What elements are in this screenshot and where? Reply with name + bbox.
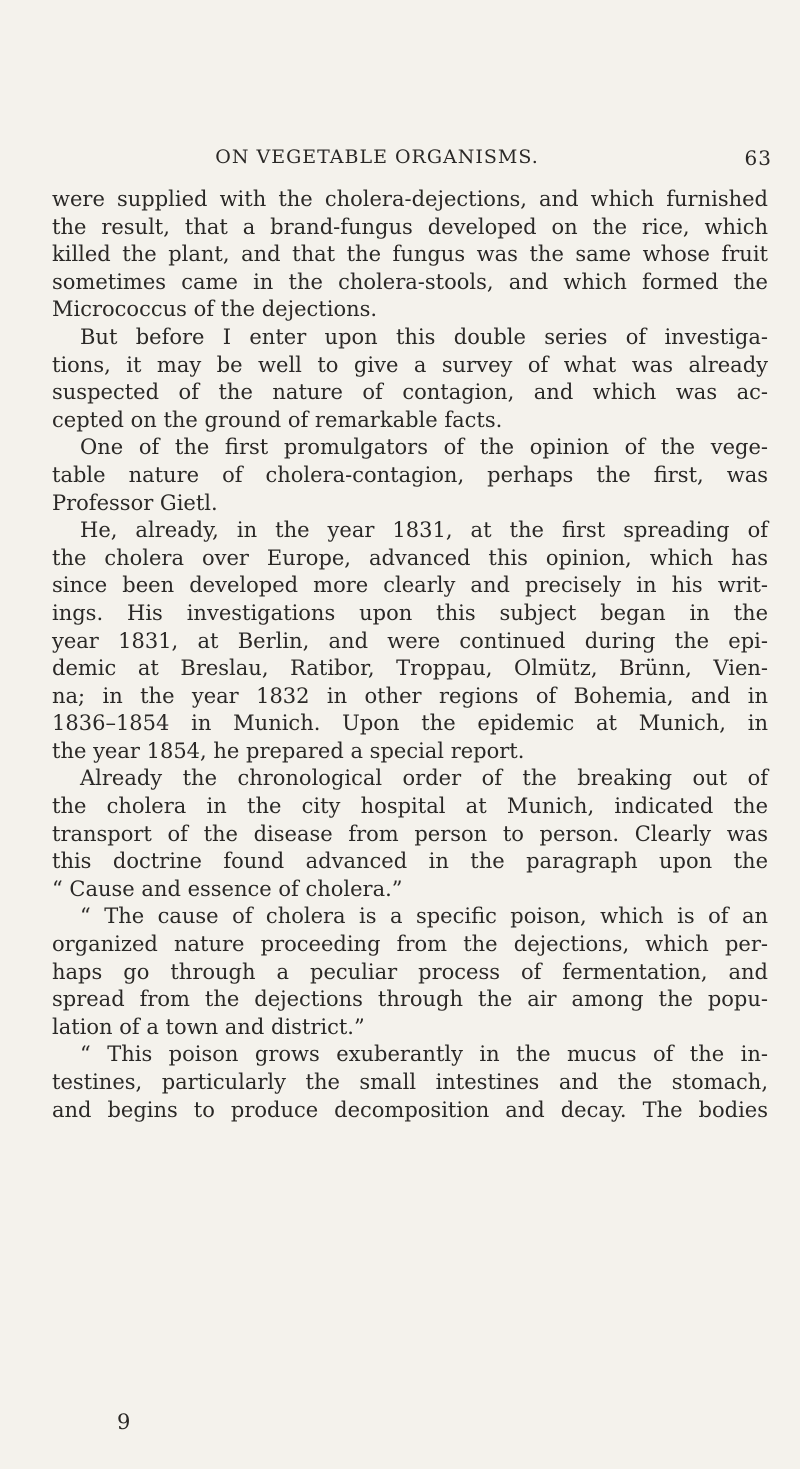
text-line: killed the plant, and that the fungus was the same whose fruit xyxy=(52,242,768,267)
page-number: 63 xyxy=(744,146,772,170)
text-line: “ Cause and essence of cholera.” xyxy=(52,876,403,901)
text-line: transport of the disease from person to person. Clearly was xyxy=(52,821,768,846)
text-line: were supplied with the cholera-dejections, and which furnished xyxy=(52,187,768,211)
text-line: tions, it may be well to give a survey of what was already xyxy=(52,352,768,377)
text-line: the year 1854, he prepared a special report. xyxy=(52,738,525,763)
text-line: the cholera over Europe, advanced this opinion, which has xyxy=(52,545,768,570)
text-line: 1836–1854 in Munich. Upon the epidemic at Munich, in xyxy=(52,711,768,736)
text-line: But before I enter upon this double series of investiga- xyxy=(80,324,768,349)
text-line: the result, that a brand-fungus developed on the rice, which xyxy=(52,214,768,239)
text-line: ings. His investigations upon this subject began in the xyxy=(52,600,768,625)
text-line: cepted on the ground of remarkable facts. xyxy=(52,407,503,432)
text-line: organized nature proceeding from the dejections, which per- xyxy=(52,932,768,957)
text-line: na; in the year 1832 in other regions of Bohemia, and in xyxy=(52,683,768,708)
text-line: sometimes came in the cholera-stools, and which formed the xyxy=(52,269,768,294)
text-line: Micrococcus of the dejections. xyxy=(52,297,378,322)
running-head xyxy=(52,146,772,176)
text-line: testines, particularly the small intestines and the stomach, xyxy=(52,1070,768,1094)
body-text xyxy=(52,186,768,1124)
text-line: demic at Breslau, Ratibor, Troppau, Olmütz, Brünn, Vien- xyxy=(52,656,768,681)
text-line: and begins to produce decomposition and decay. The bodies xyxy=(52,1097,768,1122)
text-line: “ This poison grows exuberantly in the mucus of the in- xyxy=(80,1042,768,1067)
text-line: lation of a town and district.” xyxy=(52,1014,365,1039)
text-line: Already the chronological order of the breaking out of xyxy=(80,766,768,791)
text-line: table nature of cholera-contagion, perhaps the first, was xyxy=(52,462,768,487)
text-line: haps go through a peculiar process of fermentation, and xyxy=(52,959,768,984)
text-line: suspected of the nature of contagion, and which was ac- xyxy=(52,380,768,405)
text-line: the cholera in the city hospital at Munich, indicated the xyxy=(52,794,768,819)
text-line: since been developed more clearly and precisely in his writ- xyxy=(52,573,768,598)
text-line: year 1831, at Berlin, and were continued during the epi- xyxy=(52,628,768,653)
text-line: spread from the dejections through the air among the popu- xyxy=(52,987,768,1012)
text-line: He, already, in the year 1831, at the first spreading of xyxy=(80,518,768,543)
text-line: this doctrine found advanced in the paragraph upon the xyxy=(52,849,768,874)
text-line: Professor Gietl. xyxy=(52,490,218,515)
running-title: ON VEGETABLE ORGANISMS. xyxy=(215,146,539,168)
signature-mark: 9 xyxy=(117,1410,131,1434)
text-line: One of the first promulgators of the opinion of the vege- xyxy=(80,435,768,460)
text-line: “ The cause of cholera is a specific poison, which is of an xyxy=(80,904,768,929)
